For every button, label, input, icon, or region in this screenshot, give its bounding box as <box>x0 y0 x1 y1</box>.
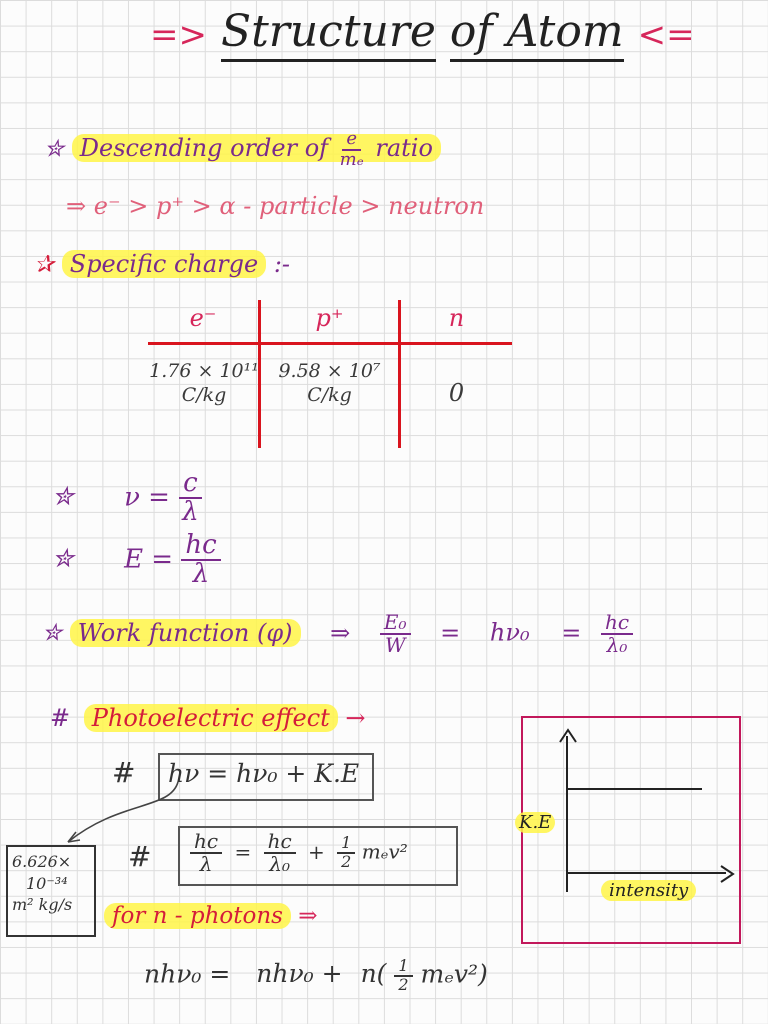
energy-balance-equation: $\frac{hc}{\lambda}$ = $\frac{hc}{\text{λ₀}}$ + $\frac{1}{2}$ mₑv² <box>190 831 408 875</box>
title-right-arrow: <= <box>637 15 695 55</box>
einstein-equation: hν = hν₀ + K.E <box>168 759 360 788</box>
title-left-arrow: => <box>150 15 207 55</box>
title-of-atom: of Atom <box>450 6 624 62</box>
work-function-line: ✮ Work function (φ) ⇒ $\frac{\text{E₀}}{W}$ = hν₀ = $\frac{hc}{\text{λ₀}}$ <box>42 612 633 656</box>
star-icon: ✰ <box>34 250 55 278</box>
e-over-me-fraction: $\frac{e}{\text{mₑ}}$ <box>339 128 364 170</box>
table-header-neutron: n <box>448 304 465 332</box>
constant-ke-line <box>566 788 702 790</box>
table-header-electron: e⁻ <box>189 304 217 332</box>
star-icon: ✮ <box>52 482 74 513</box>
energy-balance-box <box>178 826 458 886</box>
arrow-icon: → <box>345 704 366 732</box>
n-photons-label: for n - photons <box>104 903 291 929</box>
star-icon: ✮ <box>42 618 63 647</box>
specific-charge-label: Specific charge <box>62 250 266 278</box>
hash-icon: # <box>128 840 152 873</box>
star-icon: ✮ <box>52 544 74 575</box>
table-cell: 9.58 × 10⁷ C/kg <box>278 360 381 406</box>
specific-charge-suffix: :- <box>273 250 291 278</box>
n-photons-equation: nhν₀ = nhν₀ + n( $\frac{1}{2}$ mₑv²) <box>144 956 488 994</box>
n-photons-heading <box>104 903 318 929</box>
table-cell: 0 <box>448 379 465 407</box>
ke-vs-intensity-graph <box>521 716 741 944</box>
arrow-icon: ⇒ <box>298 903 318 929</box>
table-cell: 1.76 × 10¹¹ C/kg <box>149 360 259 406</box>
frequency-formula: ✮ ν = $\frac{c}{\lambda}$ <box>52 470 203 527</box>
intensity-axis-label: intensity <box>601 880 696 901</box>
work-function-label: Work function (φ) <box>70 619 301 647</box>
planck-constant-note: 6.626× 10⁻³⁴ m² kg/s <box>6 845 96 937</box>
x-axis <box>566 872 726 874</box>
energy-formula: ✮ E = $\frac{hc}{\lambda}$ <box>52 532 221 589</box>
ke-axis-label: K.E <box>515 812 555 833</box>
star-icon: ✮ <box>44 134 65 163</box>
y-axis-arrow-icon <box>558 728 578 744</box>
descending-order-sequence: ⇒ e⁻ > p⁺ > α - particle > neutron <box>66 192 485 220</box>
table-header-proton: p⁺ <box>315 304 344 332</box>
y-axis <box>566 736 568 892</box>
photoelectric-label: Photoelectric effect <box>84 704 338 732</box>
x-axis-arrow-icon <box>719 864 735 884</box>
hash-icon: # <box>112 756 136 789</box>
hash-icon: # <box>50 704 71 732</box>
descending-order-label: Descending order of <box>79 134 329 163</box>
title-structure: Structure <box>221 6 436 62</box>
ratio-label: ratio <box>375 134 433 163</box>
